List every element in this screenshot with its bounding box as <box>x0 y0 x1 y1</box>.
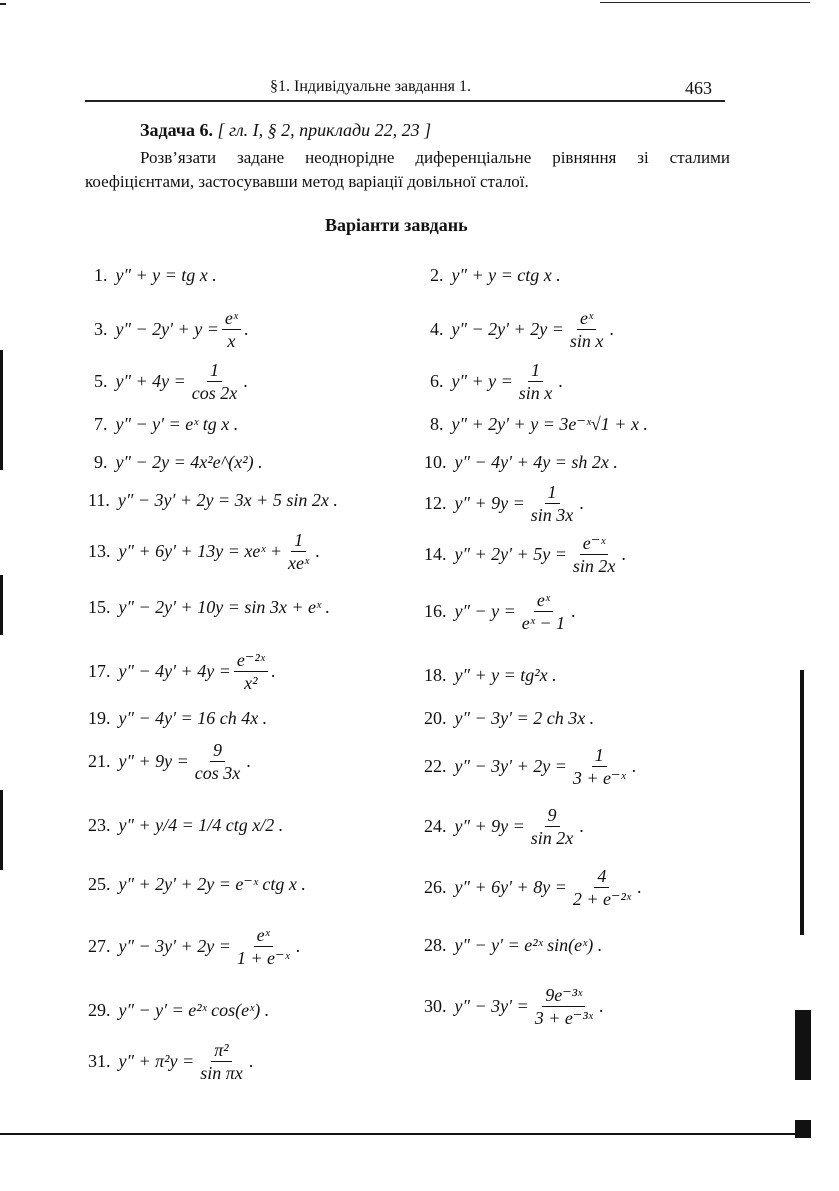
equation-number: 15. <box>88 597 111 617</box>
denominator: cos 3x <box>194 763 241 783</box>
fraction <box>519 590 568 633</box>
denominator: 3 + e⁻³ˣ <box>534 1008 593 1028</box>
equation-tail: . <box>295 936 301 956</box>
scan-left-edge <box>0 790 3 870</box>
equation-body: y″ − 2y′ + 2y = <box>451 319 564 339</box>
equation-number: 6. <box>430 371 444 391</box>
equation-tail: . <box>631 756 637 776</box>
fraction <box>567 308 607 351</box>
equation-28 <box>424 935 602 956</box>
equation-number: 31. <box>88 1051 111 1071</box>
denominator: sin πx <box>200 1063 243 1083</box>
equation-tail: . <box>598 996 604 1016</box>
fraction <box>528 482 577 525</box>
equation-body: y″ − y′ = e²ˣ cos(eˣ) . <box>118 1000 270 1020</box>
numerator: 9 <box>545 805 560 827</box>
equation-tail: . <box>243 371 248 391</box>
equation-number: 25. <box>88 874 111 894</box>
equation-23 <box>88 815 283 836</box>
equation-tail: . <box>243 319 249 339</box>
equation-13 <box>88 530 320 573</box>
equation-tail: . <box>579 493 584 513</box>
equation-body: y″ + 2y′ + y = 3e⁻ˣ√1 + x . <box>451 414 648 434</box>
equation-body: y″ − 2y = 4x²e^(x²) . <box>115 452 263 472</box>
fraction <box>532 985 596 1028</box>
equation-body: y″ + y = ctg x . <box>451 265 561 285</box>
scan-left-edge <box>0 575 3 635</box>
denominator: sin x <box>569 331 604 351</box>
equation-7 <box>94 414 238 435</box>
equation-number: 21. <box>88 751 111 771</box>
denominator: cos 2x <box>191 383 238 403</box>
numerator: π² <box>211 1040 231 1062</box>
equation-body: y″ − y′ = eˣ tg x . <box>115 414 239 434</box>
equation-number: 2. <box>430 265 444 285</box>
equation-11 <box>88 490 338 511</box>
denominator: sin x <box>518 383 553 403</box>
numerator: eˣ <box>577 308 596 330</box>
variants-title: Варіанти завдань <box>325 215 468 235</box>
equation-19 <box>88 708 267 729</box>
equation-body: y″ − 2y′ + 10y = sin 3x + eˣ . <box>118 597 331 617</box>
equation-number: 5. <box>94 371 108 391</box>
scan-bottom-rule <box>0 1133 798 1135</box>
fraction <box>570 533 619 576</box>
equation-24 <box>424 805 584 848</box>
equation-tail: . <box>558 371 563 391</box>
equation-3 <box>94 308 248 351</box>
equation-30 <box>424 985 603 1028</box>
task-heading <box>140 120 431 141</box>
task-label: Задача 6. <box>140 120 214 140</box>
denominator: 2 + e⁻²ˣ <box>572 889 631 909</box>
equation-number: 3. <box>94 319 108 339</box>
equation-tail: . <box>579 816 584 836</box>
equation-29 <box>88 1000 269 1021</box>
equation-number: 14. <box>424 544 447 564</box>
fraction <box>222 308 241 351</box>
equation-body: y″ − 4y′ = 16 ch 4x . <box>118 708 268 728</box>
equation-2 <box>430 265 561 286</box>
numerator: 1 <box>545 482 560 504</box>
header-rule <box>85 100 725 102</box>
scan-margin-block <box>795 1010 811 1080</box>
scan-margin-block <box>795 1120 811 1138</box>
equation-20 <box>424 708 594 729</box>
equation-body: y″ + π²y = <box>118 1051 195 1071</box>
page-number: 463 <box>685 78 712 98</box>
numerator: eˣ <box>222 308 241 330</box>
numerator: 9e⁻³ˣ <box>542 985 585 1007</box>
equation-body: y″ − 3y′ = 2 ch 3x . <box>454 708 595 728</box>
equation-number: 12. <box>424 493 447 513</box>
fraction <box>234 650 268 693</box>
fraction <box>192 740 243 783</box>
equation-1 <box>94 265 217 286</box>
denominator: eˣ − 1 <box>521 613 565 633</box>
fraction <box>197 1040 246 1083</box>
equation-16 <box>424 590 576 633</box>
equation-number: 29. <box>88 1000 111 1020</box>
fraction <box>189 360 240 403</box>
equation-body: y″ + 2y′ + 2y = e⁻ˣ ctg x . <box>118 874 306 894</box>
denominator: sin 3x <box>530 505 574 525</box>
numerator: e⁻²ˣ <box>234 650 268 672</box>
equation-15 <box>88 597 330 618</box>
equation-body: y″ − 3y′ + 2y = <box>118 936 231 956</box>
fraction <box>516 360 556 403</box>
equation-number: 22. <box>424 756 447 776</box>
equation-number: 8. <box>430 414 444 434</box>
equation-number: 24. <box>424 816 447 836</box>
equation-10 <box>424 452 618 473</box>
equation-number: 1. <box>94 265 108 285</box>
equation-21 <box>88 740 251 783</box>
denominator: xeˣ <box>288 553 310 573</box>
numerator: eˣ <box>254 925 273 947</box>
equation-6 <box>430 360 563 403</box>
equation-number: 13. <box>88 541 111 561</box>
numerator: 1 <box>291 530 306 552</box>
equation-number: 10. <box>424 452 447 472</box>
equation-body: y″ − y = <box>454 601 516 621</box>
equation-5 <box>94 360 248 403</box>
equation-18 <box>424 665 557 686</box>
denominator: 1 + e⁻ˣ <box>236 948 290 968</box>
numerator: 4 <box>594 866 609 888</box>
equation-number: 19. <box>88 708 111 728</box>
equation-27 <box>88 925 300 968</box>
equation-tail: . <box>609 319 614 339</box>
numerator: e⁻ˣ <box>580 533 609 555</box>
numerator: 1 <box>528 360 543 382</box>
scan-margin-line <box>800 670 804 935</box>
equation-number: 26. <box>424 877 447 897</box>
equation-22 <box>424 745 636 788</box>
scan-edge-line <box>600 2 810 3</box>
numerator: 1 <box>592 745 607 767</box>
equation-tail: . <box>571 601 576 621</box>
denominator: sin 2x <box>572 556 616 576</box>
equation-tail: . <box>246 751 251 771</box>
task-reference: [ гл. І, § 2, приклади 22, 23 ] <box>217 120 432 140</box>
equation-31 <box>88 1040 253 1083</box>
equation-body: y″ − 3y′ = <box>454 996 529 1016</box>
numerator: 9 <box>210 740 225 762</box>
equation-17 <box>88 650 275 693</box>
scan-edge-mark <box>0 3 6 5</box>
equation-12 <box>424 482 584 525</box>
equation-number: 23. <box>88 815 111 835</box>
equation-body: y″ − 3y′ + 2y = <box>454 756 567 776</box>
equation-26 <box>424 866 641 909</box>
equation-9 <box>94 452 263 473</box>
denominator: x <box>227 331 236 351</box>
equation-number: 7. <box>94 414 108 434</box>
equation-number: 4. <box>430 319 444 339</box>
fraction <box>285 530 312 573</box>
equation-body: y″ − 4y′ + 4y = <box>118 661 231 681</box>
fraction <box>570 866 634 909</box>
equation-14 <box>424 533 626 576</box>
equation-25 <box>88 874 306 895</box>
equation-body: y″ + y = tg²x . <box>454 665 557 685</box>
equation-body: y″ + y = <box>451 371 513 391</box>
equation-number: 28. <box>424 935 447 955</box>
equation-tail: . <box>248 1051 254 1071</box>
equation-tail: . <box>621 544 626 564</box>
fraction <box>528 805 577 848</box>
equation-number: 9. <box>94 452 108 472</box>
equation-body: y″ + 6y′ + 13y = xeˣ + <box>118 541 283 561</box>
equation-number: 11. <box>88 490 110 510</box>
scan-left-edge <box>0 350 3 470</box>
equation-number: 18. <box>424 665 447 685</box>
equation-number: 30. <box>424 996 447 1016</box>
equation-number: 27. <box>88 936 111 956</box>
equation-tail: . <box>636 877 642 897</box>
equation-number: 16. <box>424 601 447 621</box>
equation-body: y″ − y′ = e²ˣ sin(eˣ) . <box>454 935 603 955</box>
equation-body: y″ + y = tg x . <box>115 265 217 285</box>
fraction <box>234 925 293 968</box>
equation-tail: . <box>270 661 276 681</box>
equation-body: y″ + 9y = <box>118 751 189 771</box>
equation-body: y″ + 9y = <box>454 816 525 836</box>
denominator: sin 2x <box>530 828 574 848</box>
equation-body: y″ − 2y′ + y = <box>115 319 219 339</box>
equation-body: y″ + 2y′ + 5y = <box>454 544 567 564</box>
equation-body: y″ + 6y′ + 8y = <box>454 877 567 897</box>
equation-tail: . <box>315 541 320 561</box>
equation-body: y″ + y/4 = 1/4 ctg x/2 . <box>118 815 284 835</box>
numerator: eˣ <box>534 590 553 612</box>
equation-body: y″ + 4y = <box>115 371 186 391</box>
equation-body: y″ − 3y′ + 2y = 3x + 5 sin 2x . <box>117 490 338 510</box>
equation-4 <box>430 308 614 351</box>
denominator: 3 + e⁻ˣ <box>572 768 626 788</box>
numerator: 1 <box>207 360 222 382</box>
equation-body: y″ + 9y = <box>454 493 525 513</box>
equation-number: 20. <box>424 708 447 728</box>
equation-body: y″ − 4y′ + 4y = sh 2x . <box>454 452 618 472</box>
running-title: §1. Індивідуальне завдання 1. <box>270 78 472 95</box>
task-statement: Розв’язати задане неоднорідне диференціальне рівняння зі сталими коефіцієнтами, застосувавши метод варіації довільної сталої. <box>85 148 730 191</box>
equation-8 <box>430 414 648 435</box>
fraction <box>570 745 629 788</box>
equation-number: 17. <box>88 661 111 681</box>
denominator: x² <box>244 673 258 693</box>
